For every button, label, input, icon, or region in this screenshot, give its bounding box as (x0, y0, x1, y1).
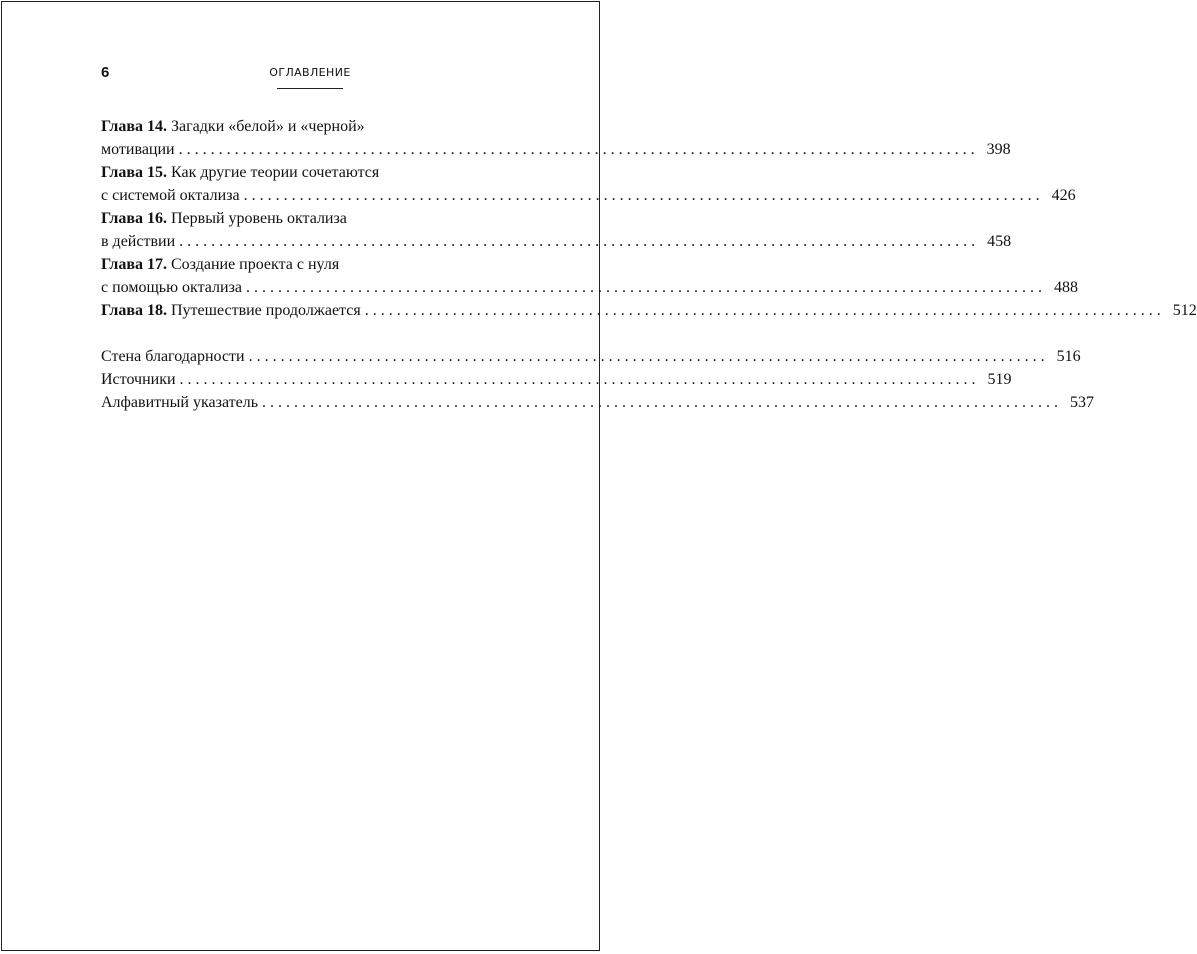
chapter-label: Глава 15. (101, 164, 167, 181)
chapter-label: Глава 18. (101, 302, 167, 319)
toc-entry-sources[interactable] (101, 368, 1012, 391)
chapter-heading (101, 299, 361, 322)
chapter-label: Глава 16. (101, 210, 167, 227)
dot-leader: .................................................................................................... (262, 394, 1063, 411)
toc-entry-chapter-17[interactable] (101, 253, 1079, 299)
page-reference: 516 (1056, 348, 1081, 365)
toc-entry-line (101, 115, 521, 138)
chapter-title: Путешествие продолжается (171, 302, 361, 319)
back-matter-title: Стена благодарности (101, 348, 245, 365)
section-spacer (101, 322, 521, 345)
back-matter-title: Источники (101, 371, 176, 388)
chapter-title-continuation: мотивации (101, 141, 175, 158)
running-head-rule (277, 88, 343, 89)
page-reference: 398 (986, 141, 1011, 158)
toc-entry-line (101, 161, 521, 184)
chapter-title: Создание проекта с нуля (171, 256, 340, 273)
chapter-label: Глава 17. (101, 256, 167, 273)
chapter-title: Первый уровень октализа (171, 210, 347, 227)
chapter-label: Глава 14. (101, 118, 167, 135)
toc-entry-leader-line (101, 299, 1197, 322)
page-reference: 512 (1172, 302, 1197, 319)
page-reference: 458 (987, 233, 1012, 250)
toc-entry-chapter-16[interactable] (101, 207, 1012, 253)
running-head: ОГЛАВЛЕНИЕ (269, 66, 351, 79)
dot-leader: .................................................................................................... (178, 141, 979, 158)
chapter-title-continuation: с системой октализа (101, 187, 240, 204)
back-matter-title: Алфавитный указатель (101, 394, 259, 411)
toc-entry-line (101, 207, 521, 230)
table-of-contents (101, 115, 1197, 414)
toc-entry-chapter-18[interactable] (101, 299, 1197, 322)
dot-leader: .................................................................................................... (248, 348, 1049, 365)
toc-entry-acknowledgements[interactable] (101, 345, 1081, 368)
toc-entry-index[interactable] (101, 391, 1095, 414)
page-number: 6 (101, 64, 110, 81)
toc-entry-leader-line (101, 345, 1081, 368)
toc-entry-leader-line (101, 138, 1011, 161)
dot-leader: .................................................................................................... (179, 233, 980, 250)
chapter-title-continuation: с помощью октализа (101, 279, 243, 296)
toc-entry-chapter-14[interactable] (101, 115, 1011, 161)
toc-entry-line (101, 253, 521, 276)
chapter-title-continuation: в действии (101, 233, 176, 250)
toc-entry-leader-line (101, 184, 1076, 207)
chapter-title: Загадки «белой» и «черной» (171, 118, 365, 135)
page-reference: 488 (1054, 279, 1079, 296)
toc-entry-chapter-15[interactable] (101, 161, 1076, 207)
page-reference: 537 (1070, 394, 1095, 411)
page-reference: 426 (1051, 187, 1076, 204)
toc-entry-leader-line (101, 230, 1012, 253)
chapter-title: Как другие теории сочетаются (171, 164, 380, 181)
toc-entry-leader-line (101, 391, 1095, 414)
page-reference: 519 (987, 371, 1012, 388)
toc-entry-leader-line (101, 368, 1012, 391)
dot-leader: .................................................................................................... (179, 371, 980, 388)
dot-leader: .................................................................................................... (364, 302, 1165, 319)
dot-leader: .................................................................................................... (246, 279, 1047, 296)
dot-leader: .................................................................................................... (243, 187, 1044, 204)
toc-entry-leader-line (101, 276, 1079, 299)
